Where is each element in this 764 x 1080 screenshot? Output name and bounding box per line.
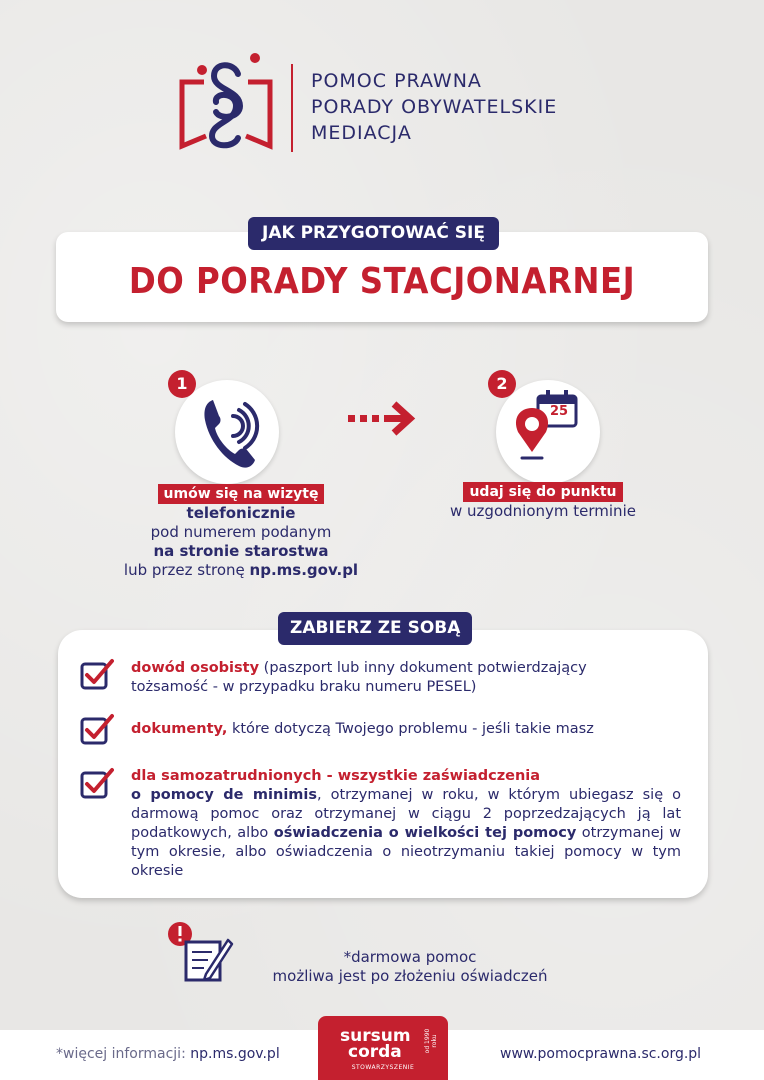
org-line-1: POMOC PRAWNA — [311, 70, 482, 92]
document-warning-icon — [166, 920, 236, 984]
item-3-bold-red: dla samozatrudnionych - wszystkie zaświadczenia — [131, 768, 541, 784]
footer-more-info-label: *więcej informacji: — [56, 1046, 191, 1062]
sursum-corda-logo — [318, 1016, 448, 1080]
item-2-bold: dokumenty, — [131, 721, 228, 737]
org-line-2: PORADY OBYWATELSKIE — [311, 96, 558, 118]
organization-name — [311, 68, 557, 146]
step-1-number: 1 — [168, 370, 196, 398]
logo-since: od 1990 roku — [424, 1028, 438, 1054]
step-2-circle — [496, 380, 600, 484]
item-1-text-line2: tożsamość - w przypadku braku numeru PESEL) — [131, 679, 477, 695]
page-title: DO PORADY STACJONARNEJ — [128, 261, 636, 302]
calendar-pin-icon — [496, 380, 600, 484]
note-line-2: możliwa jest po złożeniu oświadczeń — [272, 967, 548, 985]
step-1-line3: na stronie starostwa — [153, 542, 329, 560]
item-3-text-2: otrzymanej w tym okresie, albo oświadczenia o nieotrzymaniu takiej pomocy w tym okresie — [131, 825, 681, 879]
item-3-bold-2: oświadczenia o wielkości tej pomocy — [273, 825, 577, 841]
step-2-description — [420, 482, 666, 521]
step-1-line1: telefonicznie — [186, 504, 296, 522]
logo-line-2: corda — [348, 1042, 402, 1062]
step-2-number: 2 — [488, 370, 516, 398]
checklist-tag: ZABIERZ ZE SOBĄ — [278, 612, 472, 645]
item-2-text: które dotyczą Twojego problemu - jeśli takie masz — [227, 721, 594, 737]
step-1-line4-prefix: lub przez stronę — [123, 561, 250, 579]
item-1-bold: dowód osobisty — [131, 660, 260, 676]
checklist-item-3 — [131, 767, 681, 881]
phone-icon — [175, 380, 279, 484]
step-1-line4 — [106, 561, 376, 580]
step-2-highlight: udaj się do punktu — [463, 482, 622, 502]
step-1-link[interactable]: np.ms.gov.pl — [249, 561, 359, 579]
footer-more-info-link[interactable]: np.ms.gov.pl — [190, 1046, 280, 1062]
footer-more-info — [56, 1046, 280, 1062]
logo-line-1: sursum — [340, 1026, 411, 1046]
logo-divider — [291, 64, 293, 152]
item-3-text-1: , otrzymanej w roku, w którym ubiegasz się o darmową pomoc oraz otrzymanej w ciągu 2 poprzedzających ją lat podatkowych, albo — [131, 787, 681, 841]
checkbox-checked-icon — [80, 658, 114, 690]
calendar-day: 25 — [550, 404, 569, 419]
item-3-bold-1: o pomocy de minimis — [131, 787, 318, 803]
title-tag: JAK PRZYGOTOWAĆ SIĘ — [248, 217, 499, 250]
step-1-highlight: umów się na wizytę — [158, 484, 325, 504]
arrow-right-icon — [346, 398, 416, 438]
step-2-line1: w uzgodnionym terminie — [450, 502, 636, 520]
item-1-text-line1: (paszport lub inny dokument potwierdzający — [259, 660, 587, 676]
checkbox-checked-icon — [80, 713, 114, 745]
note-line-1: *darmowa pomoc — [343, 948, 477, 966]
checkbox-checked-icon — [80, 767, 114, 799]
org-line-3: MEDIACJA — [311, 122, 412, 144]
step-1-line2: pod numerem podanym — [150, 523, 332, 541]
section-paragraph-logo — [176, 52, 276, 156]
step-1-description — [106, 484, 376, 580]
step-1-circle — [175, 380, 279, 484]
checklist-item-1 — [131, 659, 681, 697]
footer-website-link[interactable]: www.pomocprawna.sc.org.pl — [500, 1046, 702, 1062]
note-text — [250, 948, 570, 986]
logo-subtitle: STOWARZYSZENIE — [351, 1064, 415, 1071]
checklist-item-2 — [131, 720, 681, 739]
